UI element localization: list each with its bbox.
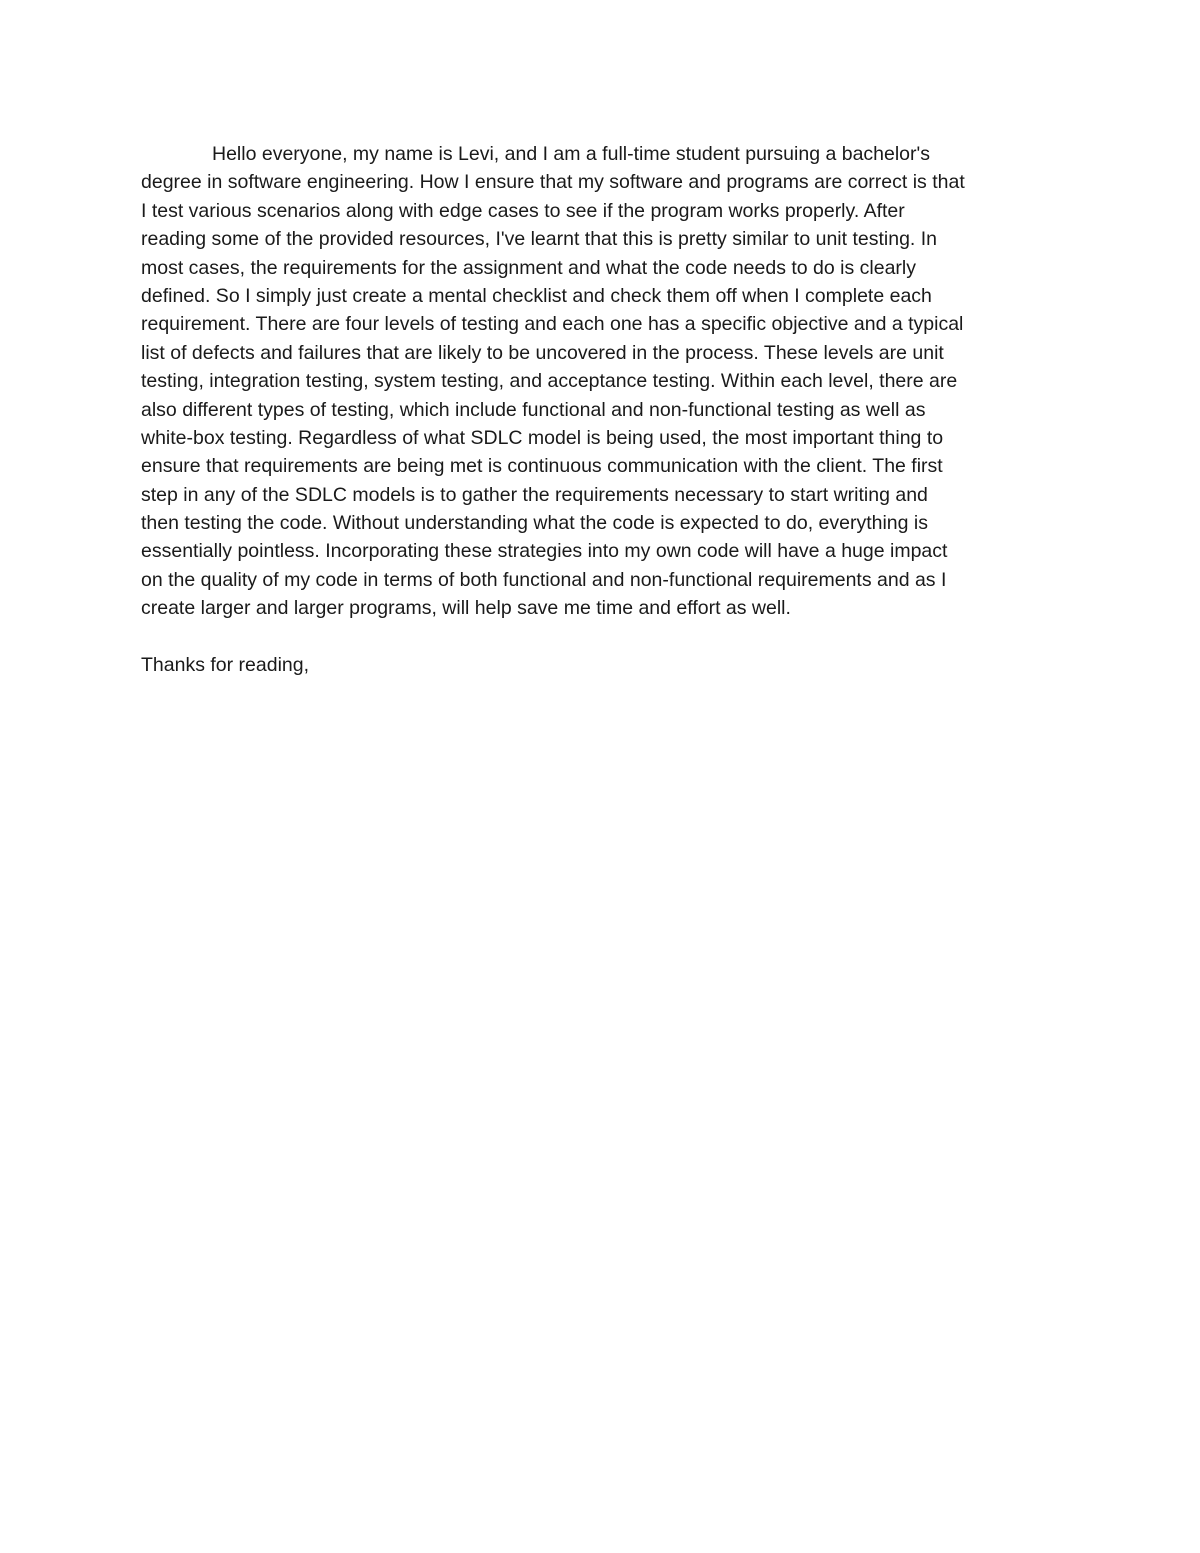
- document-body: [141, 140, 1059, 679]
- paragraph-line: defined. So I simply just create a mental checklist and check them off when I complete each: [141, 284, 932, 307]
- paragraph-line: create larger and larger programs, will help save me time and effort as well.: [141, 597, 791, 620]
- paragraph-line: testing, integration testing, system testing, and acceptance testing. Within each level, there are: [141, 370, 958, 393]
- paragraph-line: essentially pointless. Incorporating these strategies into my own code will have a huge impact: [141, 540, 948, 563]
- paragraph-line: white-box testing. Regardless of what SDLC model is being used, the most important thing to: [141, 426, 944, 449]
- closing-line: Thanks for reading,: [141, 653, 310, 676]
- paragraph-line: most cases, the requirements for the assignment and what the code needs to do is clearly: [141, 256, 917, 279]
- paragraph-line: on the quality of my code in terms of both functional and non-functional requirements and as I: [141, 568, 947, 591]
- paragraph-line: then testing the code. Without understanding what the code is expected to do, everything is: [141, 512, 928, 535]
- paragraph-line: ensure that requirements are being met is continuous communication with the client. The first: [141, 455, 943, 478]
- paragraph-line: step in any of the SDLC models is to gather the requirements necessary to start writing and: [141, 483, 928, 506]
- body-paragraph: [141, 140, 1059, 623]
- paragraph-line: also different types of testing, which include functional and non-functional testing as well as: [141, 398, 926, 421]
- paragraph-line: requirement. There are four levels of testing and each one has a specific objective and a typical: [141, 313, 964, 336]
- paragraph-line: I test various scenarios along with edge cases to see if the program works properly. After: [141, 199, 905, 222]
- paragraph-line: list of defects and failures that are likely to be uncovered in the process. These levels are unit: [141, 341, 944, 364]
- paragraph-line: Hello everyone, my name is Levi, and I am a full-time student pursuing a bachelor's: [212, 143, 930, 165]
- paragraph-line: reading some of the provided resources, I've learnt that this is pretty similar to unit testing. In: [141, 228, 938, 251]
- paragraph-line: degree in software engineering. How I ensure that my software and programs are correct is that: [141, 171, 965, 194]
